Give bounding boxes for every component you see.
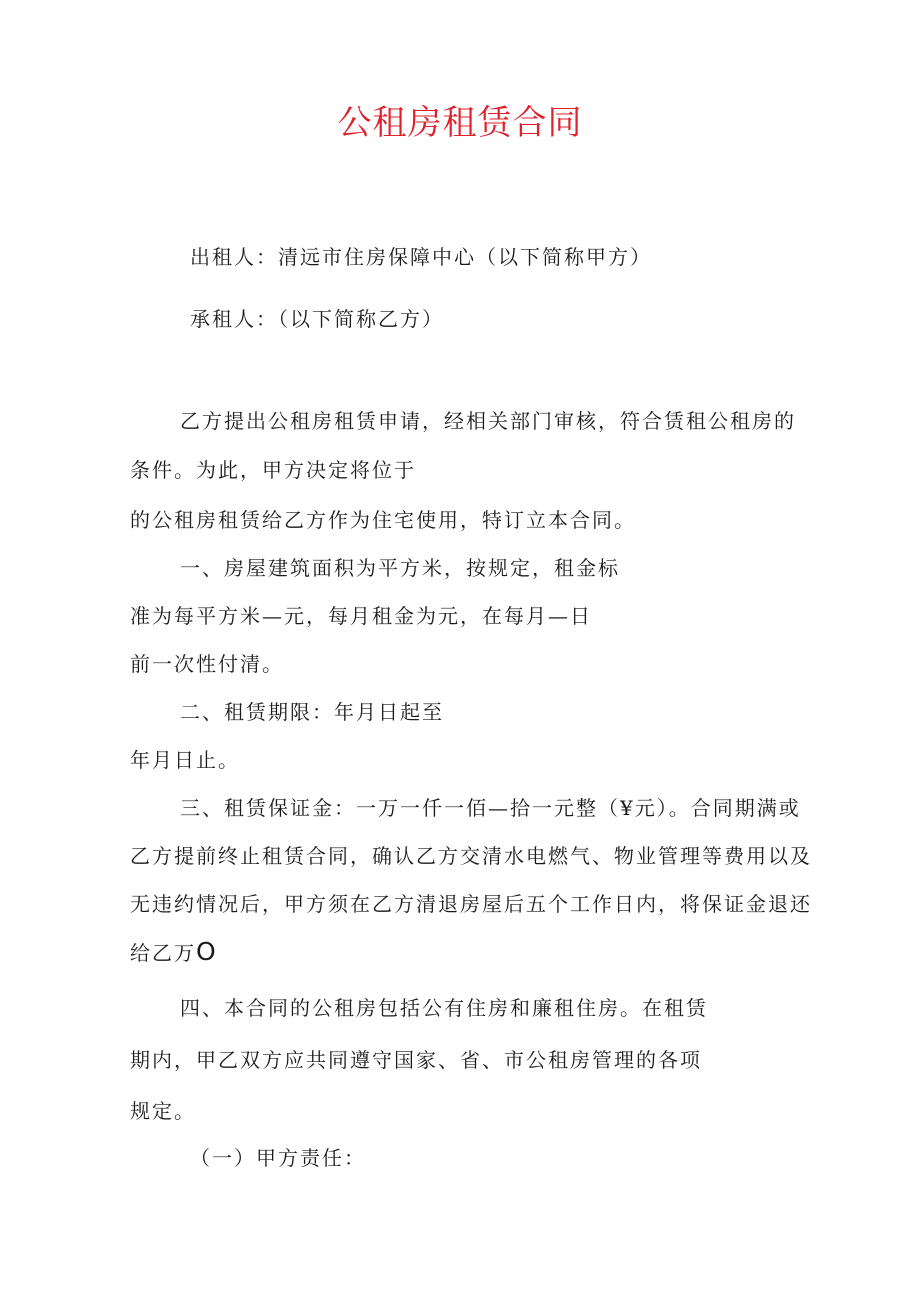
clause3-line-1: 三、租赁保证金：一万一仟一佰—拾一元整（¥元）。合同期满或 [180,796,801,820]
lessee-line: 承租人：（以下简称乙方） [190,307,444,331]
clause4-line-3: 规定。 [130,1099,196,1123]
clause2-line-1: 二、租赁期限：年月日起至 [180,700,444,724]
clause4-line-1: 四、本合同的公租房包括公有住房和廉租住房。在租赁 [180,996,708,1020]
clause1-line-1: 一、房屋建筑面积为平方米，按规定，租金标 [180,556,620,580]
clause3-line-2: 乙方提前终止租赁合同，确认乙方交清水电燃气、物业管理等费用以及 [130,844,812,868]
clause3-line-4-mark: O [196,937,216,966]
clause1-line-2: 准为每平方米—元，每月租金为元，在每月—日 [130,604,592,628]
document-title: 公租房租赁合同 [337,103,583,143]
intro-line-3: 的公租房租赁给乙方作为住宅使用，特订立本合同。 [130,508,636,532]
lessor-line: 出租人：清远市住房保障中心（以下简称甲方） [190,245,652,269]
clause1-line-3: 前一次性付清。 [130,652,284,676]
section-a-heading: （一）甲方责任： [190,1146,366,1170]
clause3-line-4 [130,937,216,968]
intro-line-2: 条件。为此，甲方决定将位于 [130,458,416,482]
clause4-line-2: 期内，甲乙双方应共同遵守国家、省、市公租房管理的各项 [130,1048,702,1072]
clause3-line-4-text: 给乙万 [130,941,196,965]
clause3-line-3: 无违约情况后，甲方须在乙方清退房屋后五个工作日内，将保证金退还 [130,892,812,916]
intro-line-1: 乙方提出公租房租赁申请，经相关部门审核，符合赁租公租房的 [180,409,796,433]
clause2-line-2: 年月日止。 [130,748,240,772]
